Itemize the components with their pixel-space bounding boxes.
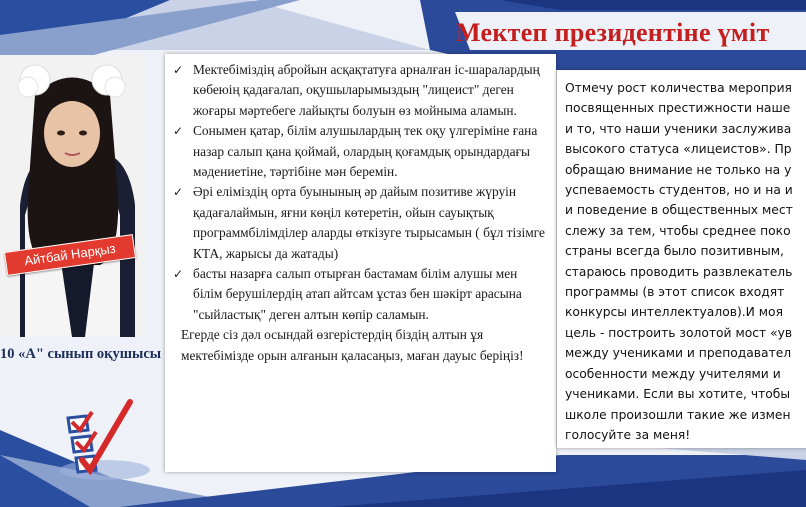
ru-line: Отмечу рост количества мероприя: [565, 81, 792, 95]
kz-point-1: ✓ Мектебіміздің абройын асқақтатуға арналған іс-шаралардың көбеюің қадағалап, оқушыларымыздың "лицеист" деген жоғары мәртебеге лайықты болуын өз мойныма аламын.: [173, 62, 540, 118]
candidate-class-label: 10 «А" сынып оқушысы: [0, 346, 162, 362]
russian-text-card: [557, 70, 806, 448]
ru-line: конкурсы интеллектуалов).И моя: [565, 305, 783, 320]
ru-line: цель - построить золотой мост «ув: [565, 325, 793, 340]
kazakh-text-card: [165, 54, 556, 472]
ru-line: успеваемость студентов, но и на и: [565, 183, 793, 198]
ru-line: посвященных престижности наше: [565, 101, 791, 116]
checkmark-icon: ✓: [173, 267, 184, 282]
ru-line: программы (в этот список входят: [565, 285, 785, 300]
ru-line: между учениками и преподавател: [565, 346, 792, 361]
ru-line: слежу за тем, чтобы среднее поко: [565, 223, 791, 238]
ru-line: и поведение в общественных мест: [565, 203, 793, 218]
candidate-photo: [0, 55, 145, 337]
kz-point-3: ✓ Әрі еліміздің орта буынының әр дайым позитиве жүруін қадағалаймын, яғни көңіл көтеретін, ойын сауықтық программбілімділер аларды өткізуге тырысамын ( бұл тізімге КТА, жарысы да жатады): [173, 184, 545, 261]
kz-point-4: ✓ басты назарға салып отырған бастамам білім алушы мен білім берушілердің атап айтсам ұстаз бен шәкірт арасына "сыйластық" деген алтын көпір саламын.: [173, 266, 522, 322]
checkmark-icon: ✓: [173, 124, 184, 139]
ru-line: учениками. Если вы хотите, чтобы: [565, 387, 791, 402]
ru-line: голосуйте за меня!: [565, 427, 691, 442]
ru-line: школе произошли такие же измен: [565, 407, 791, 422]
ru-line: и то, что наши ученики заслужива: [565, 121, 792, 136]
ru-line: высокого статуса «лицеистов». Пр: [565, 142, 792, 157]
kz-final-appeal: Егерде сіз дәл осындай өзгерістердің біздің алтын ұя мектебімізде орын алғанын қаласаңыз, маған дауыс беріңіз!: [181, 327, 524, 363]
ru-line: страны всегда было позитивным,: [565, 244, 784, 259]
candidate-name-tag: Айтбай Нарқыз: [4, 234, 136, 276]
kz-point-2: ✓ Сонымен қатар, білім алушылардың тек оқу үлгеріміне ғана назар салып қана қоймай, олардың қоғамдық орындардағы мәдениетіне, тәртібіне мән беремін.: [173, 123, 538, 180]
checkmark-icon: ✓: [173, 63, 184, 77]
ru-line: особенности между учителями и: [565, 366, 781, 381]
page-title: Мектеп президентіне үміт: [456, 18, 770, 47]
ru-line: обращаю внимание не только на у: [565, 162, 792, 177]
checklist-icon: [60, 390, 160, 485]
checkmark-icon: ✓: [173, 185, 184, 200]
ru-line: стараюсь проводить развлекатель: [565, 264, 793, 279]
